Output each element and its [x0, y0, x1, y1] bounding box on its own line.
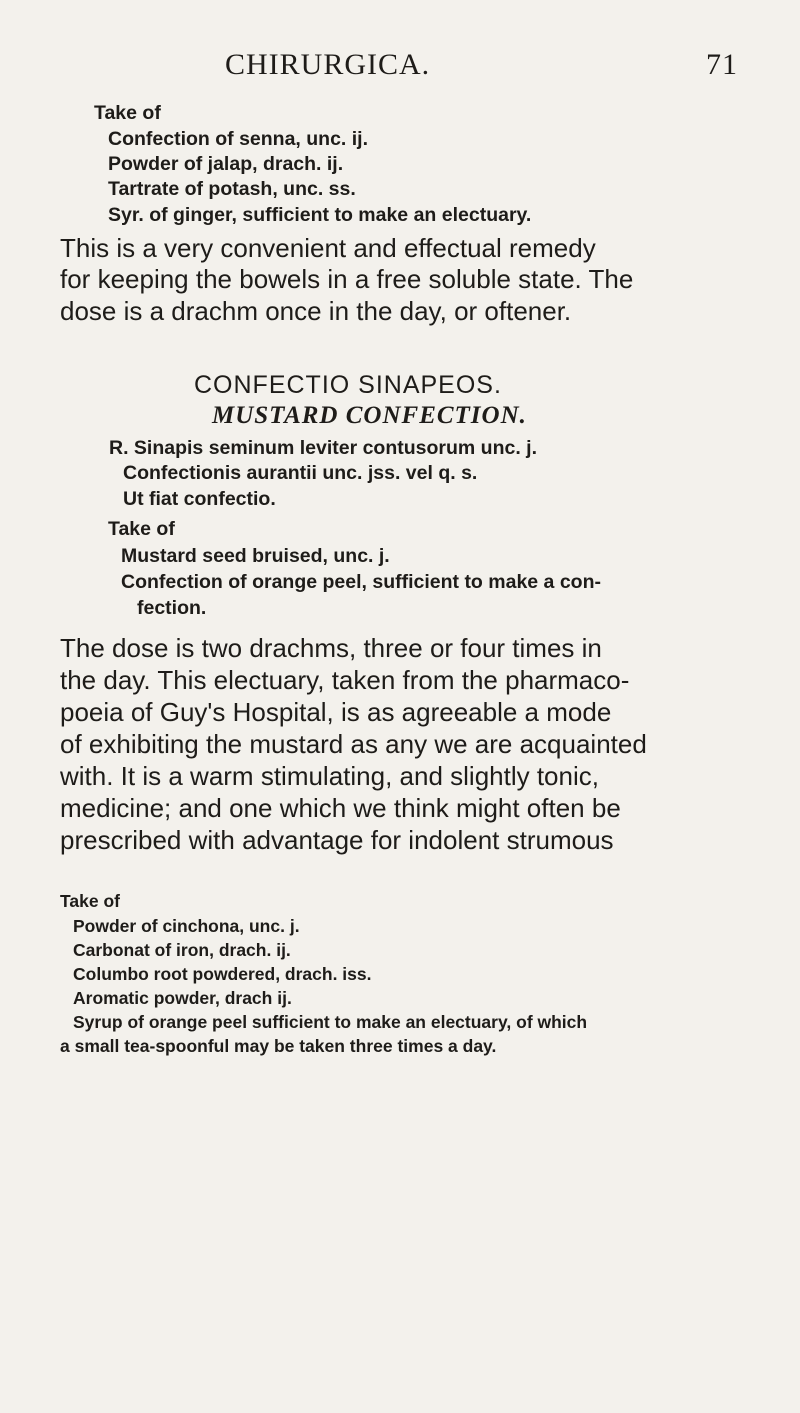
recipe-item: Confection of senna, unc. ij. [108, 128, 369, 150]
page-number: 71 [706, 48, 738, 81]
paragraph-line: This is a very convenient and effectual remedy [60, 233, 596, 263]
paragraph-line: The dose is two drachms, three or four times in [60, 633, 602, 663]
recipe-item: Powder of cinchona, unc. j. [73, 916, 300, 936]
recipe-item: Carbonat of iron, drach. ij. [73, 940, 291, 960]
paragraph-line: medicine; and one which we think might often be [60, 793, 621, 823]
paragraph-line: of exhibiting the mustard as any we are acquainted [60, 729, 647, 759]
recipe-item: fection. [137, 597, 207, 619]
recipe-item: R. Sinapis seminum leviter contusorum unc. j. [109, 437, 538, 459]
recipe-item: Syrup of orange peel sufficient to make an electuary, of which [73, 1012, 588, 1032]
recipe-item: Powder of jalap, drach. ij. [108, 153, 344, 175]
recipe-item: Confection of orange peel, sufficient to make a con- [121, 571, 601, 593]
page-header [0, 48, 800, 88]
recipe-intro: Take of [60, 891, 120, 911]
paragraph-line: prescribed with advantage for indolent strumous [60, 825, 614, 855]
recipe-item: a small tea-spoonful may be taken three times a day. [60, 1036, 497, 1056]
paragraph-line: poeia of Guy's Hospital, is as agreeable a mode [60, 697, 612, 727]
paragraph-line: with. It is a warm stimulating, and slightly tonic, [60, 761, 599, 791]
paragraph-line: the day. This electuary, taken from the pharmaco- [60, 665, 630, 695]
recipe-item: Mustard seed bruised, unc. j. [121, 545, 390, 567]
section-english-title: MUSTARD CONFECTION. [212, 402, 527, 429]
paragraph-line: for keeping the bowels in a free soluble state. The [60, 264, 634, 294]
paragraph-line: dose is a drachm once in the day, or oftener. [60, 296, 572, 326]
recipe-item: Ut fiat confectio. [123, 488, 276, 510]
recipe-intro: Take of [108, 518, 175, 540]
section-latin-title: CONFECTIO SINAPEOS. [194, 371, 502, 399]
recipe-item: Tartrate of potash, unc. ss. [108, 178, 356, 200]
recipe-intro: Take of [94, 102, 161, 124]
recipe-item: Syr. of ginger, sufficient to make an electuary. [108, 204, 532, 226]
recipe-item: Confectionis aurantii unc. jss. vel q. s. [123, 462, 478, 484]
running-title: CHIRURGICA. [225, 48, 431, 81]
recipe-item: Columbo root powdered, drach. iss. [73, 964, 372, 984]
recipe-item: Aromatic powder, drach ij. [73, 988, 292, 1008]
